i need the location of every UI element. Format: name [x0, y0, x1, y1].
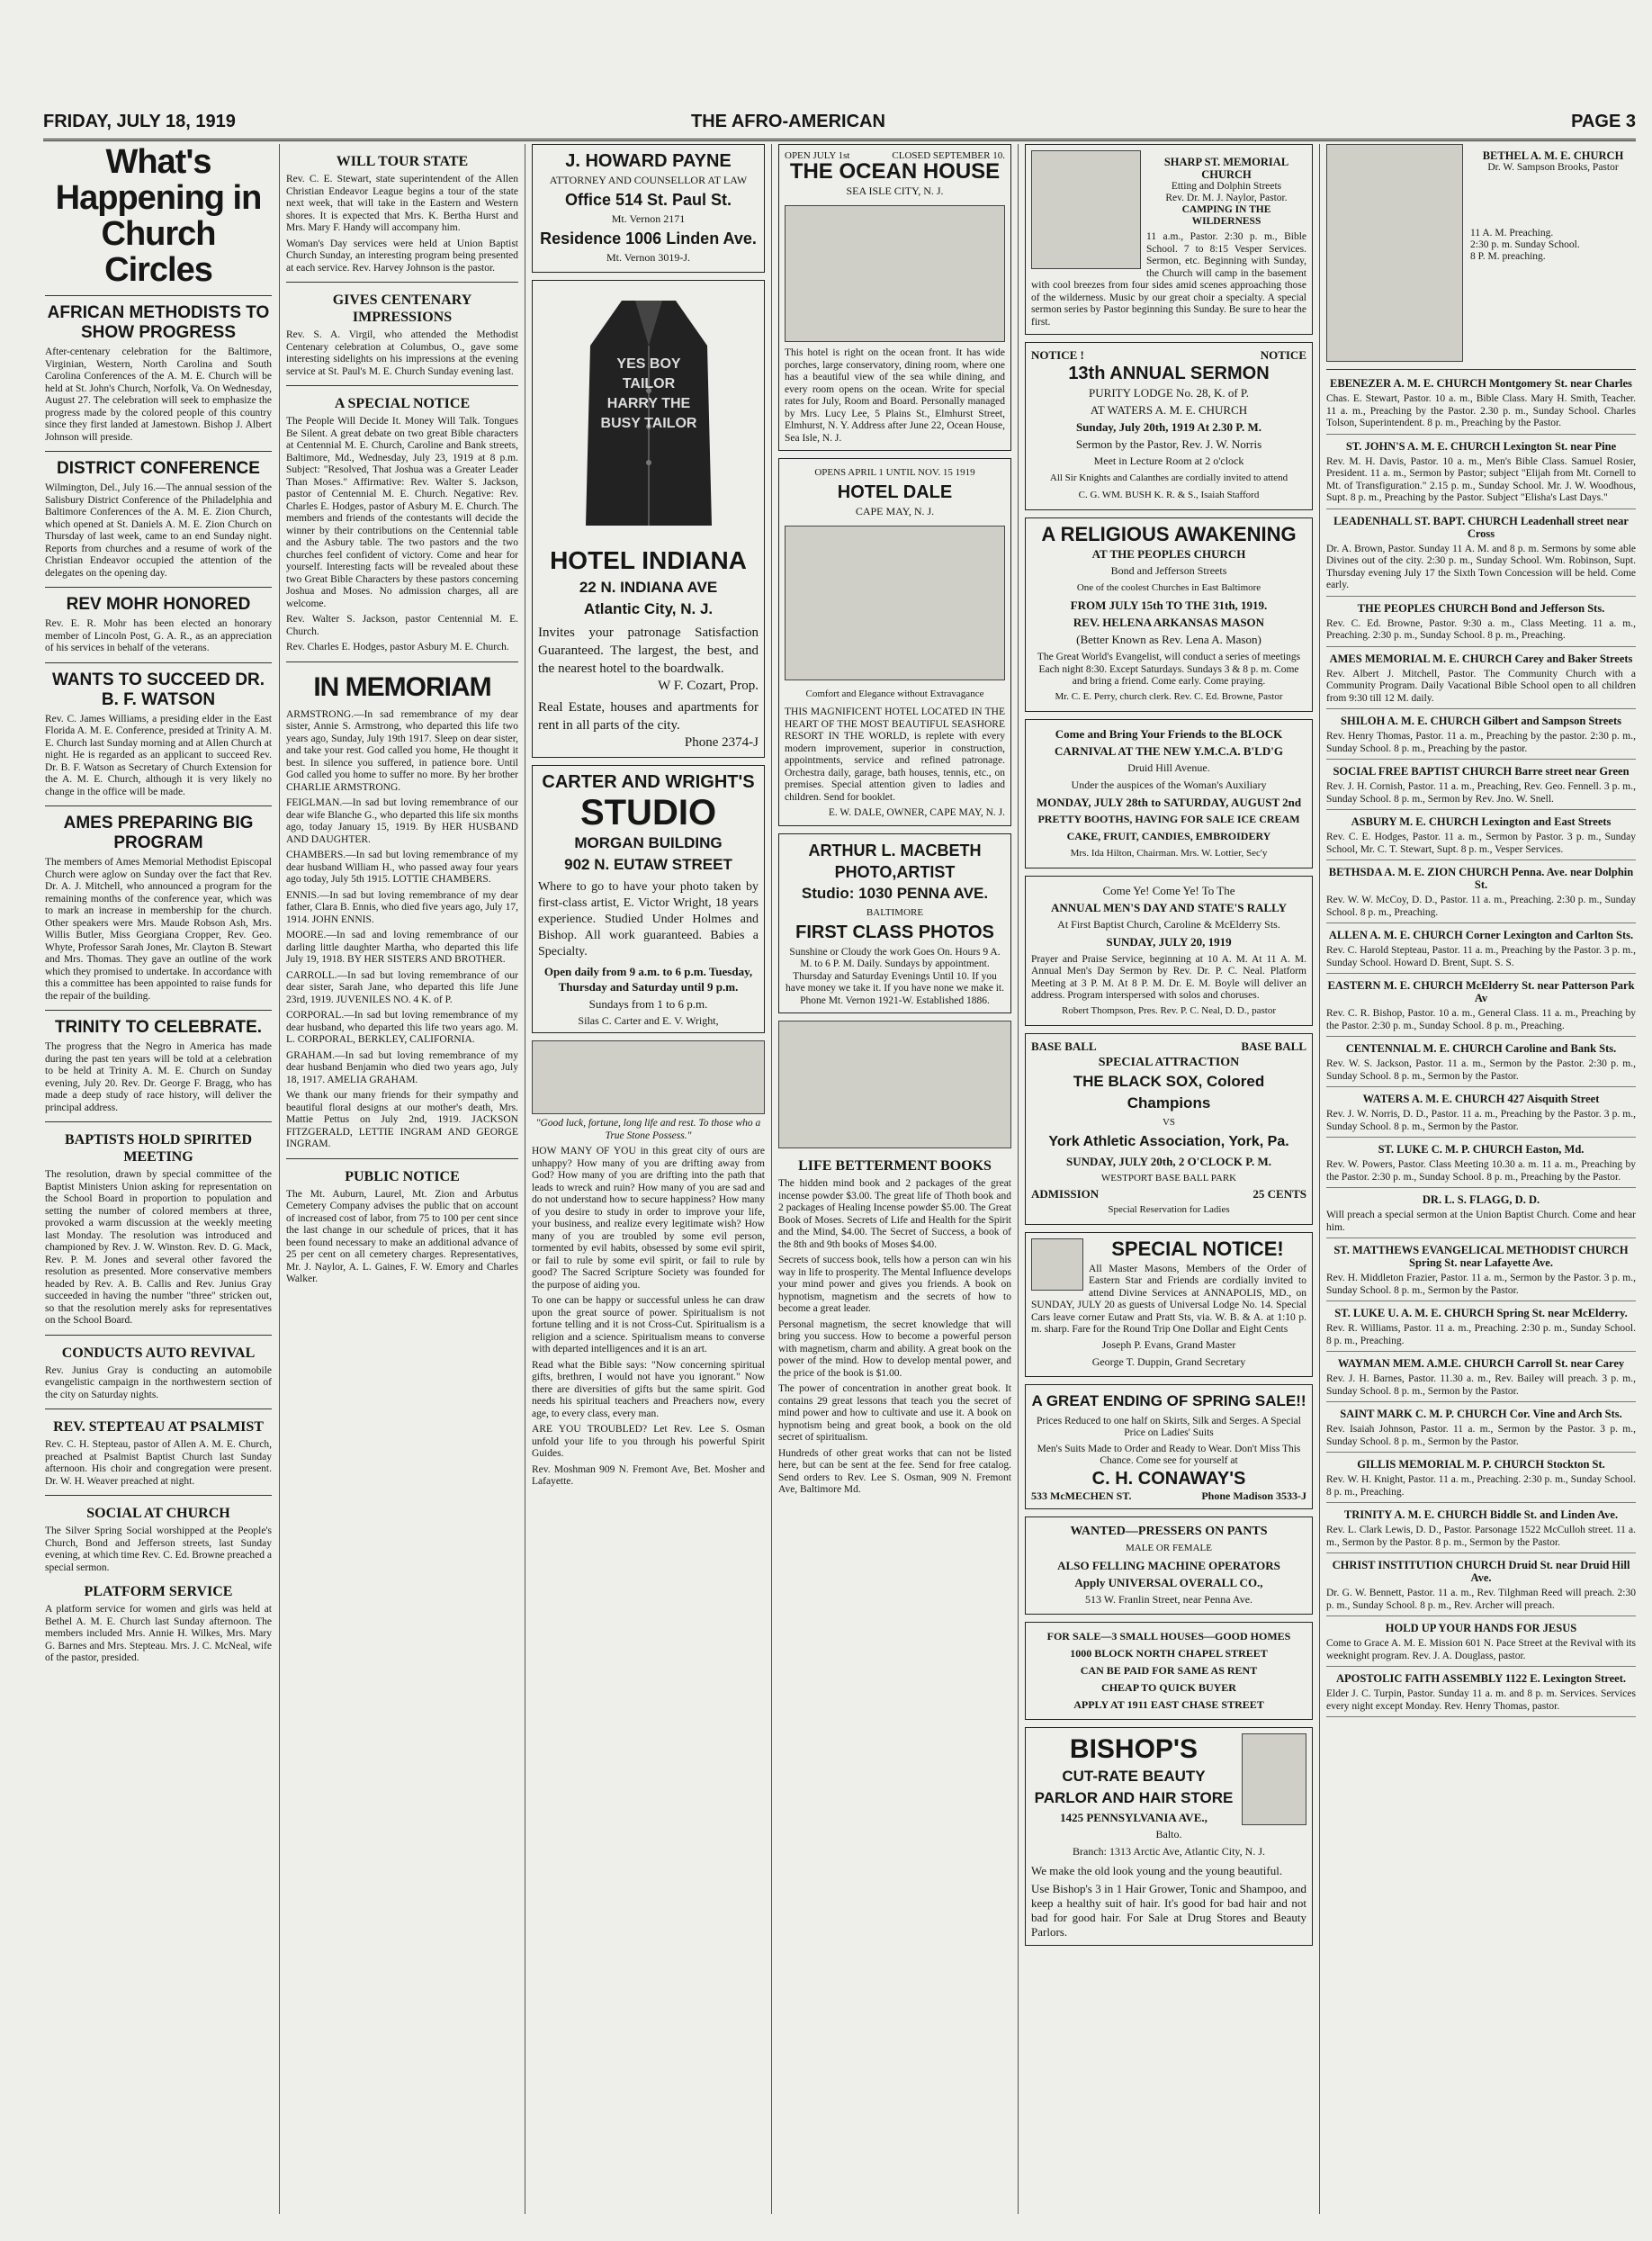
- ad-line: Joseph P. Evans, Grand Master: [1101, 1337, 1236, 1351]
- church-name: WATERS A. M. E. CHURCH 427 Aisquith Street: [1362, 1093, 1600, 1105]
- article-headline: CONDUCTS AUTO REVIVAL: [61, 1345, 256, 1361]
- public-notice-heading: PUBLIC NOTICE: [345, 1168, 460, 1184]
- church-listing: [1326, 1357, 1636, 1402]
- church-listing: [1326, 602, 1636, 647]
- article-body: The hidden mind book and 2 packages of the great incense powder $3.00. The great life of Thoth book and 2 packages of Healing Incense powder $5.00. The Great Book of Moses. Secrets of Life and Health for the Spirit and the Mind, $4.00. The Secret of Success, a book of the 8th and 9th books of Moses $4.00.: [778, 1178, 1011, 1250]
- article-headline: WANTS TO SUCCEED DR. B. F. WATSON: [51, 670, 265, 709]
- church-schedule: Rev. C. Ed. Browne, Pastor. 9:30 a. m., Class Meeting. 11 a. m., Preaching. 2:30 p. m., Sunday School. 8 p. m., Preaching.: [1326, 617, 1636, 641]
- church-line: 11 A. M. Preaching.: [1470, 228, 1554, 238]
- article-headline: SOCIAL AT CHURCH: [86, 1506, 230, 1521]
- ad-line: Robert Thompson, Pres. Rev. P. C. Neal, D. D., pastor: [1061, 1004, 1276, 1016]
- ad-line: PHOTO,ARTIST: [834, 862, 956, 881]
- church-schedule: Rev. R. Williams, Pastor. 11 a. m., Preaching. 2:30 p. m., Sunday School. 8 p. m., Preaching.: [1326, 1323, 1636, 1346]
- article-headline: REV MOHR HONORED: [66, 595, 251, 614]
- ad-line: APPLY AT 1911 EAST CHASE STREET: [1073, 1697, 1264, 1711]
- column-rule: [771, 144, 772, 2214]
- church-listing: [1326, 440, 1636, 509]
- article-headline: DISTRICT CONFERENCE: [57, 459, 260, 478]
- hotel-indiana-ad: [532, 280, 765, 758]
- hotel-illustration: [785, 526, 1005, 680]
- hotel-illustration: [785, 205, 1005, 342]
- article-body: HOW MANY OF YOU in this great city of ours are unhappy? How many of you are drifting away from God? How many of you are drifting into the path that leads to wreck and ruin? How many of you are sad and do not understand how to secure happiness? How many of you desire to study in order to improve your life, your business, and realize every legitimate wish? How many of you are troubled by some evil person, tormented by evil habits, obsessed by some evil spirit, or fail to rule by some evil spirit, or fail to rule by good? The Sacred Scripture Society was founded for the purpose of aiding you.: [532, 1146, 765, 1291]
- ad-line: SPECIAL ATTRACTION: [1098, 1055, 1240, 1069]
- ad-line: FIRST CLASS PHOTOS: [795, 922, 994, 942]
- article-body: The progress that the Negro in America has made during the past ten years will be told at a celebration to be held at Trinity A. M. E. Church on Sunday evening, July 20. Rev. Dr. George F. Bragg, who has made a deep study of race history, will deliver the principal address.: [45, 1041, 272, 1113]
- ad-line: CAMPING IN THE WILDERNESS: [1181, 204, 1271, 227]
- ad-line: Bond and Jefferson Streets: [1110, 564, 1227, 577]
- church-schedule: Rev. W. H. Knight, Pastor. 11 a. m., Preaching. 2:30 p. m., Sunday School. 8 p. m., Preaching.: [1326, 1474, 1636, 1498]
- ad-line: (Better Known as Rev. Lena A. Mason): [1076, 633, 1261, 646]
- ad-line: 902 N. EUTAW STREET: [564, 856, 732, 873]
- ad-line: 1000 BLOCK NORTH CHAPEL STREET: [1070, 1646, 1268, 1660]
- ad-body: E. W. DALE, OWNER, CAPE MAY, N. J.: [828, 807, 1005, 818]
- ad-body: All Master Masons, Members of the Order of Eastern Star and Friends are cordially invited to attend Divine Services at ANNAPOLIS, MD., on SUNDAY, JULY 20 as guests of Universal Lodge No. 14. Special Cars leave corner Eutaw and Pratt Sts, via. W. B. & A. at 1:10 p. m. sharp. Fare for the Round Trip One Dollar and Eight Cents: [1031, 1263, 1306, 1335]
- ad-body: Sundays from 1 to 6 p.m.: [588, 997, 708, 1011]
- ad-line: W F. Cozart, Prop.: [658, 679, 759, 693]
- masthead: [43, 106, 1636, 141]
- article-headline: GIVES CENTENARY IMPRESSIONS: [332, 292, 472, 325]
- column-6: [1326, 144, 1636, 2214]
- church-listing: [1326, 377, 1636, 435]
- church-listing: [1326, 1508, 1636, 1553]
- church-schedule: Rev. C. E. Hodges, Pastor. 11 a. m., Sermon by Pastor. 3 p. m., Sunday School, Mr. C. T. Stewart, Supt. 8 p. m., Vesper Services.: [1326, 832, 1636, 855]
- hand-illustration: [778, 1021, 1011, 1148]
- church-name: THE PEOPLES CHURCH Bond and Jefferson Sts.: [1357, 601, 1605, 615]
- church-schedule: Elder J. C. Turpin, Pastor. Sunday 11 a. m. and 8 p. m. Services. Services every night except Monday. Rev. Henry Thomas, pastor.: [1326, 1688, 1636, 1712]
- church-listing: [1326, 1458, 1636, 1503]
- column-rule: [279, 144, 280, 2214]
- ad-name: HOTEL INDIANA: [550, 546, 747, 574]
- article-body: A platform service for women and girls was held at Bethel A. M. E. Church last Sunday afternoon. The members included Mrs. Annie H. Wilkes, Mrs. Mary G. Barnes and Mrs. Stepteau. Mrs. J. C. McNeal, wife of the pastor, presided.: [45, 1604, 272, 1663]
- masonic-emblem-icon: [1031, 1238, 1083, 1291]
- ad-line: WESTPORT BASE BALL PARK: [1100, 1172, 1237, 1184]
- church-illustration: [1031, 150, 1141, 269]
- ad-body: Use Bishop's 3 in 1 Hair Grower, Tonic and Shampoo, and keep a healthy suit of hair. It's good for bad hair and not bad for good hair. For Sale at Drug Stores and Beauty Parlors.: [1031, 1881, 1306, 1939]
- ad-line: SEA ISLE CITY, N. J.: [846, 184, 944, 197]
- church-schedule: Rev. Henry Thomas, Pastor. 11 a. m., Preaching by the pastor. 2:30 p. m., Sunday School. 8 p. m., Preaching by the pastor.: [1326, 731, 1636, 754]
- article-body: Rev. Junius Gray is conducting an automobile evangelistic campaign in the northwestern section of the city on Saturday nights.: [45, 1364, 272, 1400]
- sharp-street-church-ad: [1025, 144, 1313, 335]
- ad-name: STUDIO: [579, 793, 717, 832]
- ad-line: FROM JULY 15th TO THE 31th, 1919.: [1070, 598, 1268, 612]
- ad-name: HOTEL DALE: [837, 482, 953, 502]
- ad-name: ARTHUR L. MACBETH: [808, 841, 982, 860]
- church-line: 2:30 p. m. Sunday School.: [1470, 239, 1580, 250]
- church-listing: [1326, 1559, 1636, 1616]
- church-name: TRINITY A. M. E. CHURCH Biddle St. and Linden Ave.: [1343, 1508, 1619, 1521]
- wanted-pressers-ad: [1025, 1516, 1313, 1615]
- hotel-dale-ad: [778, 458, 1011, 826]
- ad-body: Silas C. Carter and E. V. Wright,: [578, 1014, 719, 1027]
- ad-name: CARTER AND WRIGHT'S: [542, 772, 755, 792]
- notice-label: NOTICE: [1260, 348, 1306, 362]
- church-listing: [1326, 929, 1636, 974]
- column-2: [286, 144, 518, 2214]
- ad-body: Sunshine or Cloudy the work Goes On. Hours 9 A. M. to 6 P. M. Daily. Sundays by appointment. Thursday and Saturday Evenings Until 10. If you have money we take it. If you have none we make it. Phone Mt. Vernon 1921-W. Established 1886.: [785, 946, 1004, 1006]
- column-3: [532, 144, 765, 2214]
- church-listing: [1326, 1193, 1636, 1238]
- church-schedule: Rev. L. Clark Lewis, D. D., Pastor. Parsonage 1522 McCulloh street. 11 a. m., Sermon by the Pastor. 8 p. m., Sermon by the Pastor.: [1326, 1525, 1636, 1548]
- church-schedule: Rev. Isaiah Johnson, Pastor. 11 a. m., Sermon by the Pastor. 3 p. m., Sunday School. 8 p. m., Sermon by the Pastor.: [1326, 1424, 1636, 1447]
- ad-body: The Great World's Evangelist, will conduct a series of meetings Each night 8:30. Except Saturdays. Sundays 3 & 8 p. m. Come and bring a friend. Come early. Come praying.: [1037, 652, 1301, 687]
- church-name: ASBURY M. E. CHURCH Lexington and East Streets: [1351, 815, 1612, 828]
- article-body: Secrets of success book, tells how a person can win his way in life to prosperity. The Mental Influence develops your mind power and gives you friends. A book on hypnotism, magnetism and the secrets of how to become a great leader.: [778, 1255, 1011, 1314]
- church-schedule: Rev. W. S. Jackson, Pastor. 11 a. m., Sermon by the Pastor. 2:30 p. m., Sunday School. 8 p. m., Sermon by the Pastor.: [1326, 1058, 1636, 1082]
- church-listing: [1326, 1042, 1636, 1087]
- church-schedule: Rev. C. R. Bishop, Pastor. 10 a. m., General Class. 11 a. m., Preaching by the Pastor. 2:30 p. m., Sunday School. 8 p. m., Preaching.: [1326, 1008, 1636, 1031]
- ad-line: PURITY LODGE No. 28, K. of P.: [1089, 386, 1249, 400]
- issue-date: FRIDAY, JULY 18, 1919: [43, 112, 236, 131]
- ad-line: Mrs. Ida Hilton, Chairman. Mrs. W. Lottier, Sec'y: [1070, 847, 1268, 859]
- portrait-illustration: [1242, 1733, 1306, 1825]
- church-schedule: Rev. J. H. Barnes, Pastor. 11.30 a. m., Rev. Bailey will preach. 3 p. m., Sunday School. 8 p. m., Sermon by the Pastor.: [1326, 1373, 1636, 1397]
- ad-name: 13th ANNUAL SERMON: [1068, 364, 1270, 383]
- for-sale-houses-ad: [1025, 1622, 1313, 1720]
- illustration-caption: "Good luck, fortune, long life and rest. To those who a True Stone Possess.": [535, 1118, 761, 1141]
- ad-line: BALTIMORE: [866, 906, 924, 918]
- ad-line: 513 W. Franlin Street, near Penna Ave.: [1084, 1592, 1253, 1606]
- article-body: Read what the Bible says: "Now concerning spiritual gifts, brethren, I would not have you ignorant." Now there are diversities of gifts but the same spirit. God needs his spiritual teachers and Preachers now, every age, to every class, every man.: [532, 1359, 765, 1419]
- ad-name: A RELIGIOUS AWAKENING: [1041, 523, 1297, 545]
- ad-name: J. HOWARD PAYNE: [565, 151, 732, 171]
- ad-name: SPECIAL NOTICE!: [1111, 1237, 1284, 1260]
- ad-line: Balto.: [1155, 1827, 1182, 1840]
- ad-line: Sunday, July 20th, 1919 At 2.30 P. M.: [1075, 420, 1262, 434]
- ad-line: AT THE PEOPLES CHURCH: [1091, 547, 1246, 561]
- article-body: Rev. Moshman 909 N. Fremont Ave, Bet. Mosher and Lafayette.: [532, 1463, 765, 1487]
- memorial-notice: ENNIS.—In sad but loving remembrance of my dear father, Clara B. Ennis, who died five years ago, July 17, 1914. JOHN ENNIS.: [286, 889, 518, 925]
- article-body: Personal magnetism, the secret knowledge that will bring you success. How to become a powerful person with magnetism, charm and ability. A great book on the power of the mind. How to develop mental power, and the price of the book is $1.00.: [778, 1318, 1011, 1379]
- article-body: Wilmington, Del., July 16.—The annual session of the Salisbury District Conference of the Philadelphia and Baltimore Conferences of the A. M. E. Zion Church, which opened at St. Daniels A. M. E. Zion Church on Thursday of last week, came to an end Sunday night. Reports from churches and a resume of work of the Christian Endeavor occupied the attention of the delegates on the opening day.: [45, 482, 272, 579]
- ad-name: BISHOP'S: [1069, 1733, 1199, 1764]
- ad-line: Comfort and Elegance without Extravagance: [805, 688, 984, 699]
- article-body: Woman's Day services were held at Union Baptist Church Sunday, an interesting program being presented at each service. Rev. Harvey Johnson is the pastor.: [286, 238, 518, 274]
- church-name: LEADENHALL ST. BAPT. CHURCH Leadenhall street near Cross: [1333, 514, 1629, 540]
- church-listing: [1326, 1672, 1636, 1717]
- article-body: Rev. E. R. Mohr has been elected an honorary member of Lincoln Post, G. A. R., as an appreciation of his services in behalf of the veterans.: [45, 618, 272, 653]
- ad-line: Special Reservation for Ladies: [1108, 1203, 1230, 1215]
- church-schedule: Rev. J. H. Cornish, Pastor. 11 a. m., Preaching, Rev. Geo. Fennell. 3 p. m., Sunday School. 8 p. m., Sermon by Rev. Jno. W. Snell.: [1326, 781, 1636, 805]
- article-headline: TRINITY TO CELEBRATE.: [54, 1018, 263, 1037]
- bethel-church-block: [1326, 144, 1636, 362]
- block-carnival-ad: [1025, 719, 1313, 868]
- ad-line: 1425 PENNSYLVANIA AVE.,: [1060, 1810, 1208, 1824]
- church-listing: [1326, 652, 1636, 710]
- ad-body: We make the old look young and the young beautiful.: [1031, 1863, 1283, 1877]
- ocean-house-ad: [778, 144, 1011, 451]
- ad-name: A GREAT ENDING OF SPRING SALE!!: [1031, 1391, 1306, 1409]
- ad-name: WANTED—PRESSERS ON PANTS: [1070, 1524, 1268, 1538]
- ad-body: Invites your patronage Satisfaction Guaranteed. The largest, the best, and the nearest hotel to the boardwalk.: [538, 626, 759, 676]
- ad-line: 22 N. INDIANA AVE: [579, 579, 718, 596]
- church-name: APOSTOLIC FAITH ASSEMBLY 1122 E. Lexington Street.: [1335, 1672, 1627, 1685]
- church-name: CENTENNIAL M. E. CHURCH Caroline and Bank Sts.: [1345, 1042, 1617, 1055]
- ad-line: Etting and Dolphin Streets: [1171, 181, 1282, 192]
- ad-line: CHEAP TO QUICK BUYER: [1101, 1680, 1236, 1694]
- church-schedule: Rev. M. H. Davis, Pastor. 10 a. m., Men's Bible Class. Samuel Rosier, President. 11 a. m., Sermon by Pastor; subject "Elijah from Mt. Cornell to Mt. of Transfiguration." 2.15 p. m., Sunday School. Mr. J. W. Woodhous, Supt. 8 p. m., Preaching by the Pastor. Subject "Elisha's Last Days.": [1326, 455, 1636, 503]
- ad-name: THE OCEAN HOUSE: [789, 159, 1001, 184]
- ad-line: Phone Madison 3533-J: [1201, 1489, 1306, 1502]
- ad-line: OPENS APRIL 1 UNTIL NOV. 15 1919: [814, 467, 975, 478]
- memorial-notice: FEIGLMAN.—In sad but loving remembrance of our dear wife Blanche G., who departed this life six months ago, today January 15, 1919. By HER HUSBAND AND DAUGHTER.: [286, 797, 518, 845]
- ad-line: Come Ye! Come Ye! To The: [1102, 883, 1235, 897]
- article-headline: REV. STEPTEAU AT PSALMIST: [53, 1419, 264, 1435]
- church-schedule: Come to Grace A. M. E. Mission 601 N. Pace Street at the Revival with its weeknight program. Rev. J. A. Douglass, pastor.: [1326, 1638, 1636, 1661]
- article-headline: LIFE BETTERMENT BOOKS: [798, 1158, 992, 1174]
- column-5: [1025, 144, 1313, 2214]
- ad-line: ATTORNEY AND COUNSELLOR AT LAW: [549, 174, 748, 186]
- ad-line: BASE BALL: [1241, 1039, 1306, 1053]
- signature: Rev. Charles E. Hodges, pastor Asbury M. E. Church.: [286, 642, 509, 652]
- article-body: Rev. C. James Williams, a presiding elder in the East Florida A. M. E. Conference, presided at Trinity A. M. E. Church last Sunday morning and at Allen Church at night. He is regarded as an applicant to succeed Rev. Dr. B. F. Watson as Secretary of Church Extension for the A. M. E. Church, although it is very likely no change in the office will be made.: [45, 713, 272, 797]
- church-listing: [1326, 866, 1636, 923]
- column-4: [778, 144, 1011, 2214]
- ad-line: 533 McMECHEN ST.: [1031, 1489, 1132, 1502]
- church-schedule: Rev. W. Powers, Pastor. Class Meeting 10.30 a. m. 11 a. m., Preaching by the Pastor. 2:30 p. m., Sunday School. 8 p. m., Preaching by the Pastor.: [1326, 1159, 1636, 1183]
- article-headline: PLATFORM SERVICE: [84, 1584, 233, 1599]
- ad-line: All Sir Knights and Calanthes are cordially invited to attend: [1049, 472, 1288, 483]
- ad-line: C. G. WM. BUSH K. R. & S., Isaiah Stafford: [1078, 490, 1260, 500]
- church-schedule: Rev. H. Middleton Frazier, Pastor. 11 a. m., Sermon by the Pastor. 3 p. m., Sunday School. 8 p. m., Sermon by the Pastor.: [1326, 1273, 1636, 1296]
- ad-line: Residence 1006 Linden Ave.: [540, 230, 757, 248]
- ad-body: Real Estate, houses and apartments for rent in all parts of the city.: [538, 700, 759, 733]
- church-schedule: Rev. J. W. Norris, D. D., Pastor. 11 a. m., Preaching by the Pastor. 3 p. m., Sunday School. 8 p. m., Sermon by the Pastor.: [1326, 1109, 1636, 1132]
- article-body: To one can be happy or successful unless he can draw upon the great source of power. Spiritualism is not fortune telling and it is not Cross-Cut. Spiritualism is a religion and a science. Spiritualism means to converse with departed intelligences and it is an art.: [532, 1295, 765, 1354]
- ad-line: MONDAY, JULY 28th to SATURDAY, AUGUST 2nd: [1036, 795, 1302, 809]
- ad-line: One of the coolest Churches in East Baltimore: [1076, 582, 1261, 593]
- memorial-notice: GRAHAM.—In sad but loving remembrance of my dear husband Benjamin who died two years ago, July 18, 1917. AMELIA GRAHAM.: [286, 1049, 518, 1085]
- ad-line: MORGAN BUILDING: [574, 834, 723, 851]
- church-name: BETHSDA A. M. E. ZION CHURCH Penna. Ave. near Dolphin St.: [1328, 866, 1634, 891]
- ad-body: This hotel is right on the ocean front. It has wide porches, large conservatory, dining room, where one has a beautiful view of the sea while dining, and every room opens on the ocean. Write for special rates for July, Room and Board. Personally managed by Mrs. Lucy Lee, 5 Plains St., Elmhurst Street, Elmhurst, N. Y. Address after June 22, Ocean House, Sea Isle, N. J.: [785, 347, 1005, 444]
- bishops-beauty-parlor-ad: [1025, 1727, 1313, 1946]
- church-name: BETHEL A. M. E. CHURCH: [1482, 149, 1624, 162]
- annual-sermon-notice: [1025, 342, 1313, 510]
- public-notice-body: The Mt. Auburn, Laurel, Mt. Zion and Arbutus Cemetery Company advises the public that on account of increased cost of labor, from 75 to 100 per cent since the last change in our schedule of prices, that it has been found necessary to make an additional advance of 25 per cent on all cemetery charges. Representatives, Mr. J. Naylor, A. L. Gaines, F. W. Emory and Charles Walker.: [286, 1188, 518, 1284]
- ad-line: Mt. Vernon 3019-J.: [606, 251, 691, 264]
- ad-body: 11 a.m., Pastor. 2:30 p. m., Bible School. 7 to 8:15 Vesper Services. Sermon, etc. Beginning with Sunday, the Church will camp in the basement with cool breezes from four sides amid scenes approaching those of the wilderness. Music by our great choir a specialty. A special sermon series by Pastor beginning this Sunday. Be sure to hear the first.: [1031, 231, 1306, 328]
- ad-line: AT WATERS A. M. E. CHURCH: [1090, 403, 1248, 417]
- church-steeple-illustration: [1326, 144, 1463, 362]
- column-rule: [1018, 144, 1019, 2214]
- article-body: After-centenary celebration for the Baltimore, Virginian, Western, North Carolina and South Carolina Conferences of the A. M. E. Church will be held at St. John's Church, Norfolk, Va. On Wednesday, August 27. The celebration will seek to emphasize the progress made by the colored people of this country since they first landed at Jamestown. Bishop J. Albert Johnson will preside.: [45, 346, 272, 443]
- church-name: CHRIST INSTITUTION CHURCH Druid St. near Druid Hill Ave.: [1332, 1559, 1630, 1584]
- ad-line: ADMISSION: [1031, 1186, 1100, 1201]
- ad-line: Druid Hill Avenue.: [1127, 760, 1210, 774]
- horseshoe-illustration: [532, 1040, 765, 1114]
- church-name: WAYMAN MEM. A.M.E. CHURCH Carroll St. near Carey: [1337, 1357, 1625, 1370]
- overcoat-illustration: [581, 292, 716, 535]
- church-listing: [1326, 1307, 1636, 1352]
- ad-line: Under the auspices of the Woman's Auxiliary: [1071, 778, 1267, 791]
- ad-line: George T. Duppin, Grand Secretary: [1091, 1354, 1246, 1368]
- ad-line: MALE OR FEMALE: [1126, 1542, 1212, 1553]
- church-name: ALLEN A. M. E. CHURCH Corner Lexington and Carlton Sts.: [1328, 929, 1634, 941]
- column-rule: [1319, 144, 1320, 2214]
- article-body: Rev. S. A. Virgil, who attended the Methodist Centenary celebration at Columbus, O., gave some interesting sidelights on his impressions at the evening service at St. Paul's M. E. Church Sunday evening last.: [286, 329, 518, 377]
- article-headline: A SPECIAL NOTICE: [334, 396, 471, 411]
- church-listing: [1326, 815, 1636, 860]
- ad-body: Open daily from 9 a.m. to 6 p.m. Tuesday, Thursday and Saturday until 9 p.m.: [543, 965, 753, 994]
- ad-line: CLOSED SEPTEMBER 10.: [892, 150, 1005, 161]
- article-body: Rev. C. E. Stewart, state superintendent of the Allen Christian Endeavor League begins a tour of the state next week, that will take in the Eastern and Western shores. It is expected that Mrs. K. Bertha Hurst and Mrs. Mary F. Handy will accompany him.: [286, 174, 518, 233]
- ad-line: At First Baptist Church, Caroline & McElderry Sts.: [1057, 917, 1280, 931]
- ad-line: Mt. Vernon 2171: [611, 212, 686, 225]
- church-schedule: Chas. E. Stewart, Pastor. 10 a. m., Bible Class. Mary H. Smith, Teacher. 11 a. m., Preaching by the Pastor. 2.30 p. m., Sunday School. Charles Tolson, Superintendent. 8 p. m., Preaching by the Pastor.: [1326, 393, 1636, 428]
- memorial-notice: CARROLL.—In sad but loving remembrance of our dear sister, Sarah Jane, who departed this life June 23rd, 1919. JUVENILES NO. 4 K. of P.: [286, 969, 518, 1005]
- signature: Rev. Walter S. Jackson, pastor Centennial M. E. Church.: [286, 614, 518, 637]
- ad-body: Prayer and Praise Service, beginning at 10 A. M. At 11 A. M. Annual Men's Day Sermon by Rev. Dr. P. C. Neal. Platform Meeting at 3 P. M. At 8 P. M. Dr. E. M. Boyle will deliver an address. Program interspersed with solos and choruses.: [1031, 953, 1306, 1001]
- church-listing: [1326, 765, 1636, 810]
- ad-line: Branch: 1313 Arctic Ave, Atlantic City, N. J.: [1073, 1844, 1265, 1858]
- church-listing: [1326, 1408, 1636, 1453]
- memorial-notice: CHAMBERS.—In sad but loving remembrance of my dear husband William H., who passed away four years ago today, July 5th 1915. LOTTIE CHAMBERS.: [286, 850, 518, 885]
- article-body: The People Will Decide It. Money Will Talk. Tongues Be Silent. A great debate on two great Bible characters at Centennial M. E. Church, Caroline and Bank streets, Baltimore, Md., Wednesday, July 23, 1919 at 8 p.m. Subject: "Resolved, That Joshua was a Greater Leader Than Moses." Affirmative: Rev. Walter S. Jackson, pastor of Centennial M. E. Church. Negative: Rev. Charles E. Hodges, pastor of Asbury M. E. Church. The members and friends of the contestants will decide the winner by their contributions on the Centennial table and the Asbury table. The two pastors and the two churches feel confident of victory. Come and hear for yourself. Interesting facts will be revealed about these two Great Bible Characters by these pastors concerning Joshua and Moses. No admission charges, all are welcome.: [286, 416, 518, 609]
- article-body: Rev. C. H. Stepteau, pastor of Allen A. M. E. Church, preached at Psalmist Baptist Church last Sunday afternoon. His choir and congregation were present. Dr. W. H. Weaver preached at night.: [45, 1439, 272, 1487]
- special-notice-masons: [1025, 1232, 1313, 1377]
- macbeth-photo-ad: [778, 833, 1011, 1014]
- ad-line: ALSO FELLING MACHINE OPERATORS: [1057, 1558, 1280, 1572]
- mens-day-rally-ad: [1025, 876, 1313, 1026]
- church-name: DR. L. S. FLAGG, D. D.: [1422, 1193, 1540, 1206]
- church-listing: [1326, 979, 1636, 1037]
- ad-line: SUNDAY, JULY 20, 1919: [1106, 934, 1232, 949]
- ad-name: York Athletic Association, York, Pa.: [1048, 1133, 1289, 1149]
- church-schedule: Dr. A. Brown, Pastor. Sunday 11 A. M. and 8 p. m. Sermons by some able Divines out of the city. 2:30 p. m., Sunday School. Wm. Robinson, Supt. Thursday evening July 17 the Sixth Town Concession will be held. Come early.: [1326, 543, 1636, 590]
- church-listing: [1326, 1622, 1636, 1667]
- church-name: EASTERN M. E. CHURCH McElderry St. near Patterson Park Av: [1327, 979, 1635, 1004]
- church-schedule: Rev. Albert J. Mitchell, Pastor. The Community Church with a Community Program. Daily Vacational Bible School open to all children from 9:30 till 12 M. daily.: [1326, 668, 1636, 704]
- ad-body: Men's Suits Made to Order and Ready to Wear. Don't Miss This Chance. Come see for yourself at: [1037, 1443, 1301, 1466]
- memorial-notice: MOORE.—In sad and loving remembrance of our darling little daughter Martha, who departed this life July 19, 1918. BY HER SISTERS AND BROTHER.: [286, 930, 518, 965]
- church-directory: [1326, 377, 1636, 1717]
- ad-line: CAPE MAY, N. J.: [855, 505, 935, 518]
- ad-line: Studio: 1030 PENNA AVE.: [801, 884, 989, 902]
- article-headline: WILL TOUR STATE: [336, 154, 469, 169]
- notice-label: NOTICE !: [1031, 348, 1084, 362]
- article-body: The resolution, drawn by special committee of the Baptist Ministers Union asking for representation on the School Board in proportion to population and setting the number of colored members at three, provoked a warm discussion at the weekly meeting last Monday. The resolution was introduced and championed by Rev. J. W. Winston. Rev. D. G. Mack, Rev. P. M. Jones and several other favored the resolution as presented. More conservative members headed by Rev. A. B. Callis and Rev. Junius Gray succeeded in having the number "three" stricken out, so that the resolution merely asks for representatives on the School Board.: [45, 1169, 272, 1326]
- memorial-notice: ARMSTRONG.—In sad remembrance of my dear sister, Annie S. Armstrong, who departed this life two years ago, Sunday, July 19th 1917. Sleep on dear sister, and take your rest. God called you home, He thought it best. In silence you suffered, in patience bore. Until God called you home to suffer no more. By her brother CHARLIE ARMSTRONG.: [286, 708, 518, 793]
- ad-name: C. H. CONAWAY'S: [1091, 1468, 1246, 1489]
- baseball-ad: [1025, 1033, 1313, 1225]
- ad-line: 25 CENTS: [1252, 1186, 1306, 1201]
- ad-line: Atlantic City, N. J.: [583, 600, 714, 617]
- article-headline: BAPTISTS HOLD SPIRITED MEETING: [64, 1132, 253, 1165]
- church-line: Dr. W. Sampson Brooks, Pastor: [1487, 162, 1619, 173]
- church-line: 8 P. M. preaching.: [1470, 251, 1546, 262]
- article-body: ARE YOU TROUBLED? Let Rev. Lee S. Osman unfold your life to you through his powerful Spirit Guides.: [532, 1424, 765, 1459]
- church-listing: [1326, 515, 1636, 597]
- church-listing: [1326, 715, 1636, 760]
- church-circles-banner: What's Happening in Church Circles: [55, 144, 262, 289]
- church-name: HOLD UP YOUR HANDS FOR JESUS: [1385, 1622, 1577, 1634]
- ad-line: VS: [1162, 1116, 1176, 1128]
- church-name: ST. MATTHEWS EVANGELICAL METHODIST CHURCH Spring St. near Lafayette Ave.: [1333, 1244, 1629, 1269]
- ad-line: Rev. Dr. M. J. Naylor, Pastor.: [1165, 193, 1288, 203]
- page-number: PAGE 3: [1571, 112, 1636, 131]
- article-headline: AFRICAN METHODISTS TO SHOW PROGRESS: [47, 303, 270, 342]
- payne-attorney-ad: [532, 144, 765, 273]
- ad-line: Apply UNIVERSAL OVERALL CO.,: [1074, 1575, 1263, 1589]
- memorial-notice: CORPORAL.—In sad but loving remembrance of my dear husband, who departed this life two years ago. M. L. CORPORAL, BERKLEY, CALIFORNIA.: [286, 1010, 518, 1045]
- ad-line: Meet in Lecture Room at 2 o'clock: [1093, 454, 1244, 467]
- article-headline: AMES PREPARING BIG PROGRAM: [63, 814, 254, 852]
- ad-body: THIS MAGNIFICENT HOTEL LOCATED IN THE HEART OF THE MOST BEAUTIFUL SEASHORE RESORT IN THE WORLD, is replete with every modern improvement, superior in construction, appointments, service and refined patronage. Orchestra daily, garage, bath houses, tennis, etc., on premises. Special attention given to ladies and children. Send for booklet.: [785, 706, 1005, 803]
- coat-lettering: YES BOY TAILOR HARRY THE BUSY TAILOR: [600, 356, 696, 431]
- ad-line: CAN BE PAID FOR SAME AS RENT: [1080, 1663, 1258, 1677]
- church-name: ST. LUKE U. A. M. E. CHURCH Spring St. near McElderry.: [1334, 1307, 1628, 1319]
- church-name: AMES MEMORIAL M. E. CHURCH Carey and Baker Streets: [1329, 652, 1633, 665]
- ad-body: Prices Reduced to one half on Skirts, Silk and Serges. A Special Price on Ladies' Suits: [1037, 1415, 1301, 1438]
- ad-line: Come and Bring Your Friends to the BLOCK CARNIVAL AT THE NEW Y.M.C.A. B'LD'G: [1055, 726, 1283, 758]
- church-name: GILLIS MEMORIAL M. P. CHURCH Stockton St.: [1357, 1458, 1605, 1471]
- church-schedule: Dr. G. W. Bennett, Pastor. 11 a. m., Rev. Tilghman Reed will preach. 2:30 p. m., Sunday School. 8 p. m., Rev. Archer will preach.: [1326, 1588, 1636, 1611]
- ad-name: ANNUAL MEN'S DAY AND STATE'S RALLY: [1050, 900, 1288, 914]
- ad-line: PRETTY BOOTHS, HAVING FOR SALE ICE CREAM CAKE, FRUIT, CANDIES, EMBROIDERY: [1037, 812, 1300, 842]
- ad-name: SHARP ST. MEMORIAL CHURCH: [1163, 156, 1289, 181]
- in-memoriam-heading: IN MEMORIAM: [313, 671, 491, 702]
- church-name: SOCIAL FREE BAPTIST CHURCH Barre street near Green: [1333, 765, 1630, 778]
- ad-line: BASE BALL: [1031, 1039, 1097, 1053]
- memorial-notice: We thank our many friends for their sympathy and beautiful floral designs at our mother's death, Mrs. Mattie Pettus on July 2nd, 1919. JACKSON FITZGERALD, LETTIE INGRAM AND GEORGE INGRAM.: [286, 1090, 518, 1149]
- article-body: The power of concentration in another great book. It contains 29 great lessons that teach you the secret of mind power and how to cultivate and use it. A book on hypnotism being and great book, a book on the old secret of spiritualism.: [778, 1383, 1011, 1443]
- article-body: Hundreds of other great works that can not be listed here, but can be sent at the fee. Send for free catalog. Send orders to Rev. Lee S. Osman, 909 N. Fremont Ave, Baltimore Md.: [778, 1447, 1011, 1495]
- church-schedule: Rev. C. Harold Stepteau, Pastor. 11 a. m., Preaching by the Pastor. 3 p. m., Sunday School. Howard D. Brent, Supt. S. S.: [1326, 945, 1636, 968]
- ad-line: REV. HELENA ARKANSAS MASON: [1073, 616, 1265, 629]
- ad-line: Office 514 St. Paul St.: [564, 191, 732, 209]
- column-1: [45, 144, 272, 2214]
- ad-line: OPEN JULY 1st: [785, 150, 850, 161]
- ad-line: Sermon by the Pastor, Rev. J. W. Norris: [1075, 437, 1262, 451]
- church-listing: [1326, 1093, 1636, 1138]
- church-name: ST. LUKE C. M. P. CHURCH Easton, Md.: [1378, 1143, 1585, 1156]
- church-name: SAINT MARK C. M. P. CHURCH Cor. Vine and Arch Sts.: [1340, 1408, 1622, 1420]
- church-listing: [1326, 1143, 1636, 1188]
- church-name: SHILOH A. M. E. CHURCH Gilbert and Sampson Streets: [1341, 715, 1621, 727]
- ad-name: CUT-RATE BEAUTY PARLOR AND HAIR STORE: [1034, 1767, 1234, 1806]
- church-name: ST. JOHN'S A. M. E. CHURCH Lexington St. near Pine: [1345, 439, 1617, 453]
- ad-name: FOR SALE—3 SMALL HOUSES—GOOD HOMES: [1046, 1629, 1291, 1642]
- church-listing: [1326, 1244, 1636, 1301]
- ad-line: Phone 2374-J: [684, 735, 759, 750]
- church-name: EBENEZER A. M. E. CHURCH Montgomery St. near Charles: [1330, 377, 1632, 390]
- article-body: The Silver Spring Social worshipped at the People's Church, Bond and Jefferson streets, last Sunday evening, at which time Rev. C. Ed. Browne preached a special sermon.: [45, 1526, 272, 1573]
- ad-line: Mr. C. E. Perry, church clerk. Rev. C. Ed. Browne, Pastor: [1055, 690, 1283, 702]
- religious-awakening-ad: [1025, 518, 1313, 712]
- spring-sale-ad: [1025, 1384, 1313, 1509]
- church-schedule: Rev. W. W. McCoy, D. D., Pastor. 11 a. m., Preaching. 2:30 p. m., Sunday School. 8 p. m., Preaching.: [1326, 895, 1636, 918]
- article-body: The members of Ames Memorial Methodist Episcopal Church were aglow on Sunday over the fact that Rev. Dr. A. J. Mitchell, who announced a program for the remaining months of the conference year, which was to mark an increase in membership for the church. Other speakers were Mrs. Maude Robson Ash, Mrs. Willis Butler, Miss Georgiana Cropper, Rev. Geo. Whyte, Professor Sarah Jones, Mr. Clayton B. Stewart and Mrs. Thomas. They gave an outline of the work which they promised to undertake. In accordance with this a committee has been appointed to raise funds for the repair of the building.: [45, 857, 272, 1002]
- ad-line: SUNDAY, JULY 20th, 2 O'CLOCK P. M.: [1065, 1154, 1272, 1168]
- ad-body: Where to go to have your photo taken by first-class artist, E. Victor Wright, 18 years experience. Studied Under Holmes and Bishop. All work guaranteed. Babies a Specialty.: [538, 880, 759, 958]
- carter-wright-studio-ad: [532, 765, 765, 1033]
- paper-name: THE AFRO-AMERICAN: [691, 112, 885, 131]
- church-schedule: Will preach a special sermon at the Union Baptist Church. Come and hear him.: [1326, 1210, 1636, 1233]
- ad-name: THE BLACK SOX, Colored Champions: [1073, 1072, 1265, 1112]
